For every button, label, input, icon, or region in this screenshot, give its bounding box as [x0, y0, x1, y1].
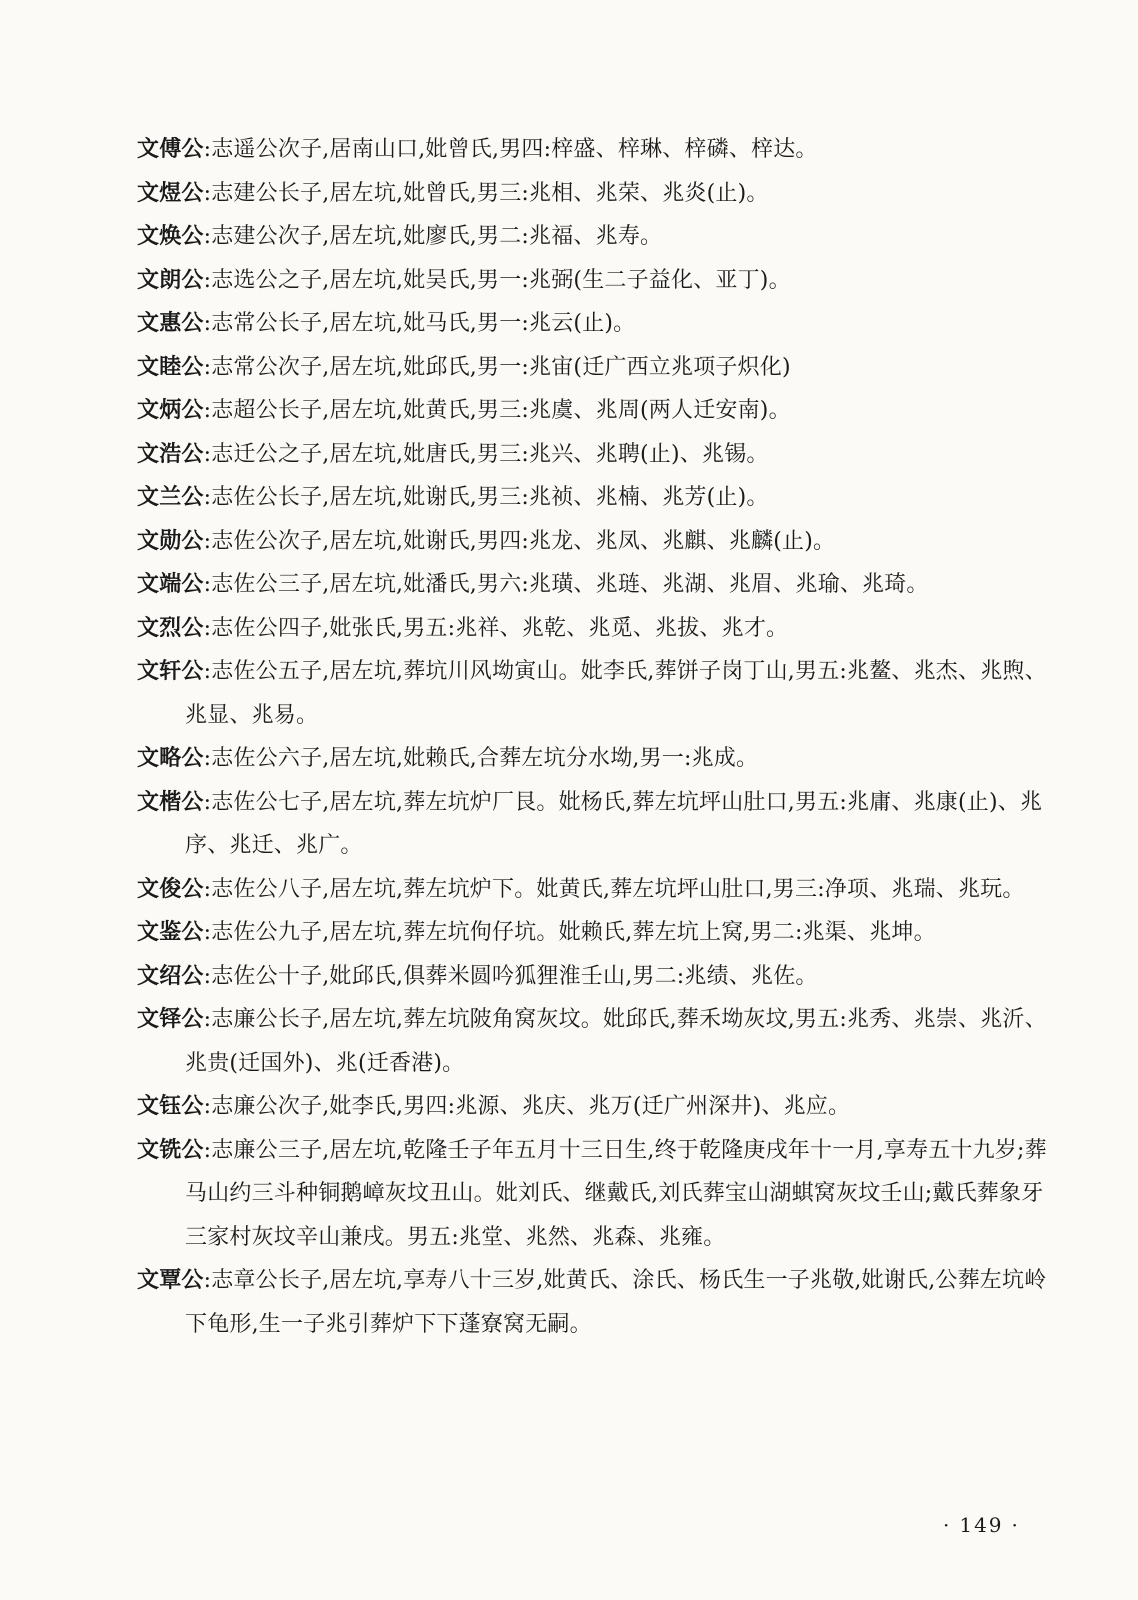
entry-text: :志佐公七子,居左坑,葬左坑炉厂艮。妣杨氏,葬左坑坪山肚口,男五:兆庸、兆康(止)、兆序、兆迁、兆广。	[185, 789, 1043, 858]
genealogy-entry	[137, 520, 1057, 564]
entry-name: 文轩公	[137, 659, 204, 684]
entry-text: :志廉公次子,妣李氏,男四:兆源、兆庆、兆万(迁广州深井)、兆应。	[203, 1094, 851, 1119]
entry-name: 文钰公	[137, 1094, 204, 1119]
entry-name: 文俊公	[137, 876, 204, 902]
entry-name: 文浩公	[137, 441, 204, 467]
genealogy-entry	[137, 737, 1057, 781]
entry-name: 文睦公	[137, 354, 204, 380]
genealogy-entry	[137, 911, 1057, 955]
entry-name: 文铎公	[137, 1007, 204, 1032]
entry-name: 文端公	[137, 572, 204, 597]
entry-text: :志迁公之子,居左坑,妣唐氏,男三:兆兴、兆聘(止)、兆锡。	[203, 441, 769, 467]
entry-name: 文炳公	[137, 398, 204, 423]
genealogy-entry	[137, 259, 1057, 303]
genealogy-entry	[137, 650, 1057, 737]
genealogy-entry	[137, 1129, 1057, 1260]
genealogy-entry	[137, 172, 1057, 216]
genealogy-entry	[137, 346, 1057, 390]
genealogy-entry	[137, 389, 1057, 433]
entry-text: :志廉公三子,居左坑,乾隆壬子年五月十三日生,终于乾隆庚戌年十一月,享寿五十九岁;葬马山约三斗种铜鹅嶂灰坟丑山。妣刘氏、继戴氏,刘氏葬宝山湖蜞窝灰坟壬山;戴氏葬象牙三家村灰坟辛山兼戌。男五:兆堂、兆然、兆森、兆雍。	[185, 1137, 1047, 1250]
genealogy-entry	[137, 607, 1057, 651]
page-number-dot-left: ·	[943, 1513, 952, 1537]
entry-name: 文铣公	[137, 1137, 204, 1163]
entry-text: :志超公长子,居左坑,妣黄氏,男三:兆虞、兆周(两人迁安南)。	[203, 398, 791, 423]
entry-text: :志佐公六子,居左坑,妣赖氏,合葬左坑分水坳,男一:兆成。	[203, 746, 759, 771]
genealogy-entry	[137, 302, 1057, 346]
page-number-value: 149	[959, 1513, 1004, 1537]
entry-text: :志佐公八子,居左坑,葬左坑炉下。妣黄氏,葬左坑坪山肚口,男三:净项、兆瑞、兆玩。	[203, 876, 1025, 902]
entry-text: :志佐公十子,妣邱氏,俱葬米圆吟狐狸淮壬山,男二:兆绩、兆佐。	[203, 963, 818, 989]
entry-text: :志遥公次子,居南山口,妣曾氏,男四:梓盛、梓琳、梓磷、梓达。	[203, 137, 818, 162]
entry-text: :志佐公长子,居左坑,妣谢氏,男三:兆祯、兆楠、兆芳(止)。	[203, 485, 769, 510]
entry-name: 文惠公	[137, 311, 204, 336]
genealogy-entry	[137, 1085, 1057, 1129]
entry-text: :志常公次子,居左坑,妣邱氏,男一:兆宙(迁广西立兆项子炽化)	[203, 354, 791, 380]
entry-name: 文兰公	[137, 485, 204, 510]
genealogy-entry	[137, 998, 1057, 1085]
entry-text: :志佐公三子,居左坑,妣潘氏,男六:兆璜、兆琏、兆湖、兆眉、兆瑜、兆琦。	[203, 572, 929, 597]
entry-name: 文楷公	[137, 789, 204, 815]
entry-name: 文略公	[137, 746, 204, 771]
page-number-dot-right: ·	[1011, 1513, 1020, 1537]
entry-name: 文煜公	[137, 180, 204, 206]
entry-text: :志章公长子,居左坑,享寿八十三岁,妣黄氏、涂氏、杨氏生一子兆敬,妣谢氏,公葬左坑岭下龟形,生一子兆引葬炉下下蓬寮窝无嗣。	[185, 1268, 1047, 1337]
entry-text: :志佐公四子,妣张氏,男五:兆祥、兆乾、兆觅、兆拔、兆才。	[203, 615, 789, 641]
entry-text: :志廉公长子,居左坑,葬左坑陂角窝灰坟。妣邱氏,葬禾坳灰坟,男五:兆秀、兆崇、兆沂、兆贵(迁国外)、兆(迁香港)。	[185, 1007, 1047, 1076]
entry-name: 文绍公	[137, 963, 204, 989]
entry-text: :志选公之子,居左坑,妣吴氏,男一:兆弼(生二子益化、亚丁)。	[203, 267, 791, 293]
genealogy-entry	[137, 128, 1057, 172]
genealogy-entry	[137, 476, 1057, 520]
entry-text: :志常公长子,居左坑,妣马氏,男一:兆云(止)。	[203, 311, 636, 336]
entry-name: 文勋公	[137, 528, 204, 554]
genealogy-entry	[137, 1259, 1057, 1346]
entry-name: 文傅公	[137, 137, 204, 162]
genealogy-entry	[137, 781, 1057, 868]
genealogy-entry	[137, 563, 1057, 607]
genealogy-entry-list	[137, 128, 1057, 1346]
entry-name: 文朗公	[137, 267, 204, 293]
genealogy-entry	[137, 215, 1057, 259]
entry-text: :志佐公九子,居左坑,葬左坑佝仔坑。妣赖氏,葬左坑上窝,男二:兆渠、兆坤。	[203, 920, 936, 945]
entry-name: 文鉴公	[137, 920, 204, 945]
entry-text: :志建公次子,居左坑,妣廖氏,男二:兆福、兆寿。	[203, 224, 663, 249]
genealogy-entry	[137, 433, 1057, 477]
entry-text: :志佐公次子,居左坑,妣谢氏,男四:兆龙、兆凤、兆麒、兆麟(止)。	[203, 528, 836, 554]
entry-name: 文焕公	[137, 224, 204, 249]
entry-name: 文覃公	[137, 1268, 204, 1293]
entry-name: 文烈公	[137, 615, 204, 641]
genealogy-entry	[137, 955, 1057, 999]
genealogy-entry	[137, 868, 1057, 912]
entry-text: :志佐公五子,居左坑,葬坑川风坳寅山。妣李氏,葬饼子岗丁山,男五:兆鳌、兆杰、兆煦、兆显、兆易。	[185, 659, 1047, 728]
page-number	[935, 1513, 1028, 1537]
entry-text: :志建公长子,居左坑,妣曾氏,男三:兆相、兆荣、兆炎(止)。	[203, 180, 769, 206]
